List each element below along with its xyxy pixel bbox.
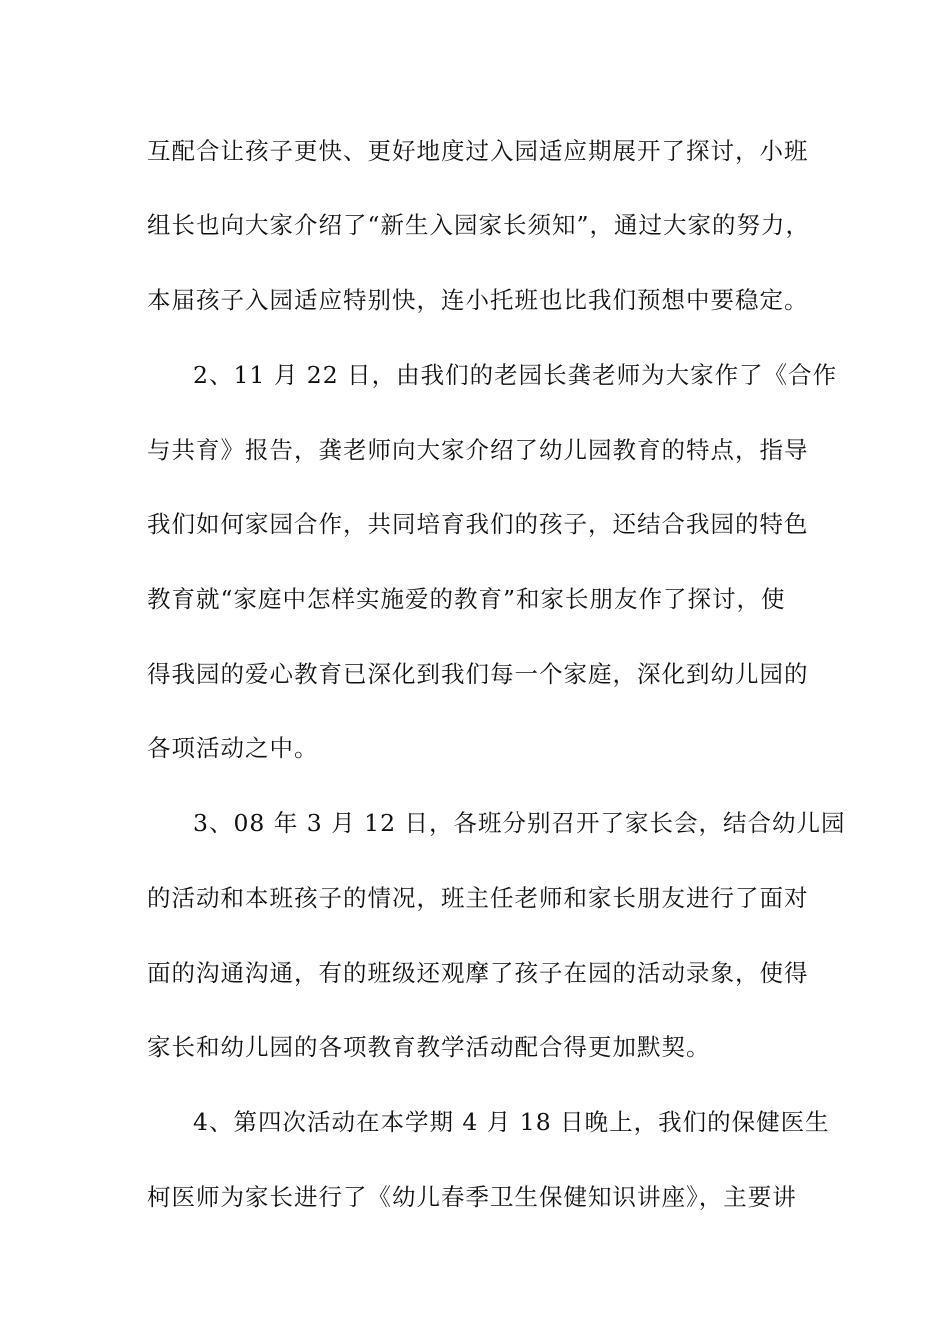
text-line: 本届孩子入园适应特别快，连小托班也比我们预想中要稳定。 (147, 286, 809, 314)
text-line: 家长和幼儿园的各项教育教学活动配合得更加默契。 (147, 1033, 711, 1061)
text-line: 柯医师为家长进行了《幼儿春季卫生保健知识讲座》，主要讲 (147, 1183, 797, 1211)
text-line: 我们如何家园合作，共同培育我们的孩子，还结合我园的特色 (147, 510, 809, 538)
text-line: 组长也向大家介绍了“新生入园家长须知”，通过大家的努力， (147, 211, 811, 239)
text-line: 与共育》报告，龚老师向大家介绍了幼儿园教育的特点，指导 (147, 436, 809, 464)
text-line: 教育就“家庭中怎样实施爱的教育”和家长朋友作了探讨，使 (147, 585, 786, 613)
text-line: 的活动和本班孩子的情况，班主任老师和家长朋友进行了面对 (147, 884, 809, 912)
paragraph-start-line: 3、08 年 3 月 12 日，各班分别召开了家长会，结合幼儿园 (193, 809, 846, 837)
text-line: 互配合让孩子更快、更好地度过入园适应期展开了探讨，小班 (147, 137, 809, 165)
text-line: 各项活动之中。 (147, 734, 319, 762)
paragraph-start-line: 2、11 月 22 日，由我们的老园长龚老师为大家作了《合作 (193, 361, 838, 389)
paragraph-start-line: 4、第四次活动在本学期 4 月 18 日晚上，我们的保健医生 (193, 1108, 830, 1136)
text-line: 得我园的爱心教育已深化到我们每一个家庭，深化到幼儿园的 (147, 660, 809, 688)
text-line: 面的沟通沟通，有的班级还观摩了孩子在园的活动录象，使得 (147, 959, 809, 987)
